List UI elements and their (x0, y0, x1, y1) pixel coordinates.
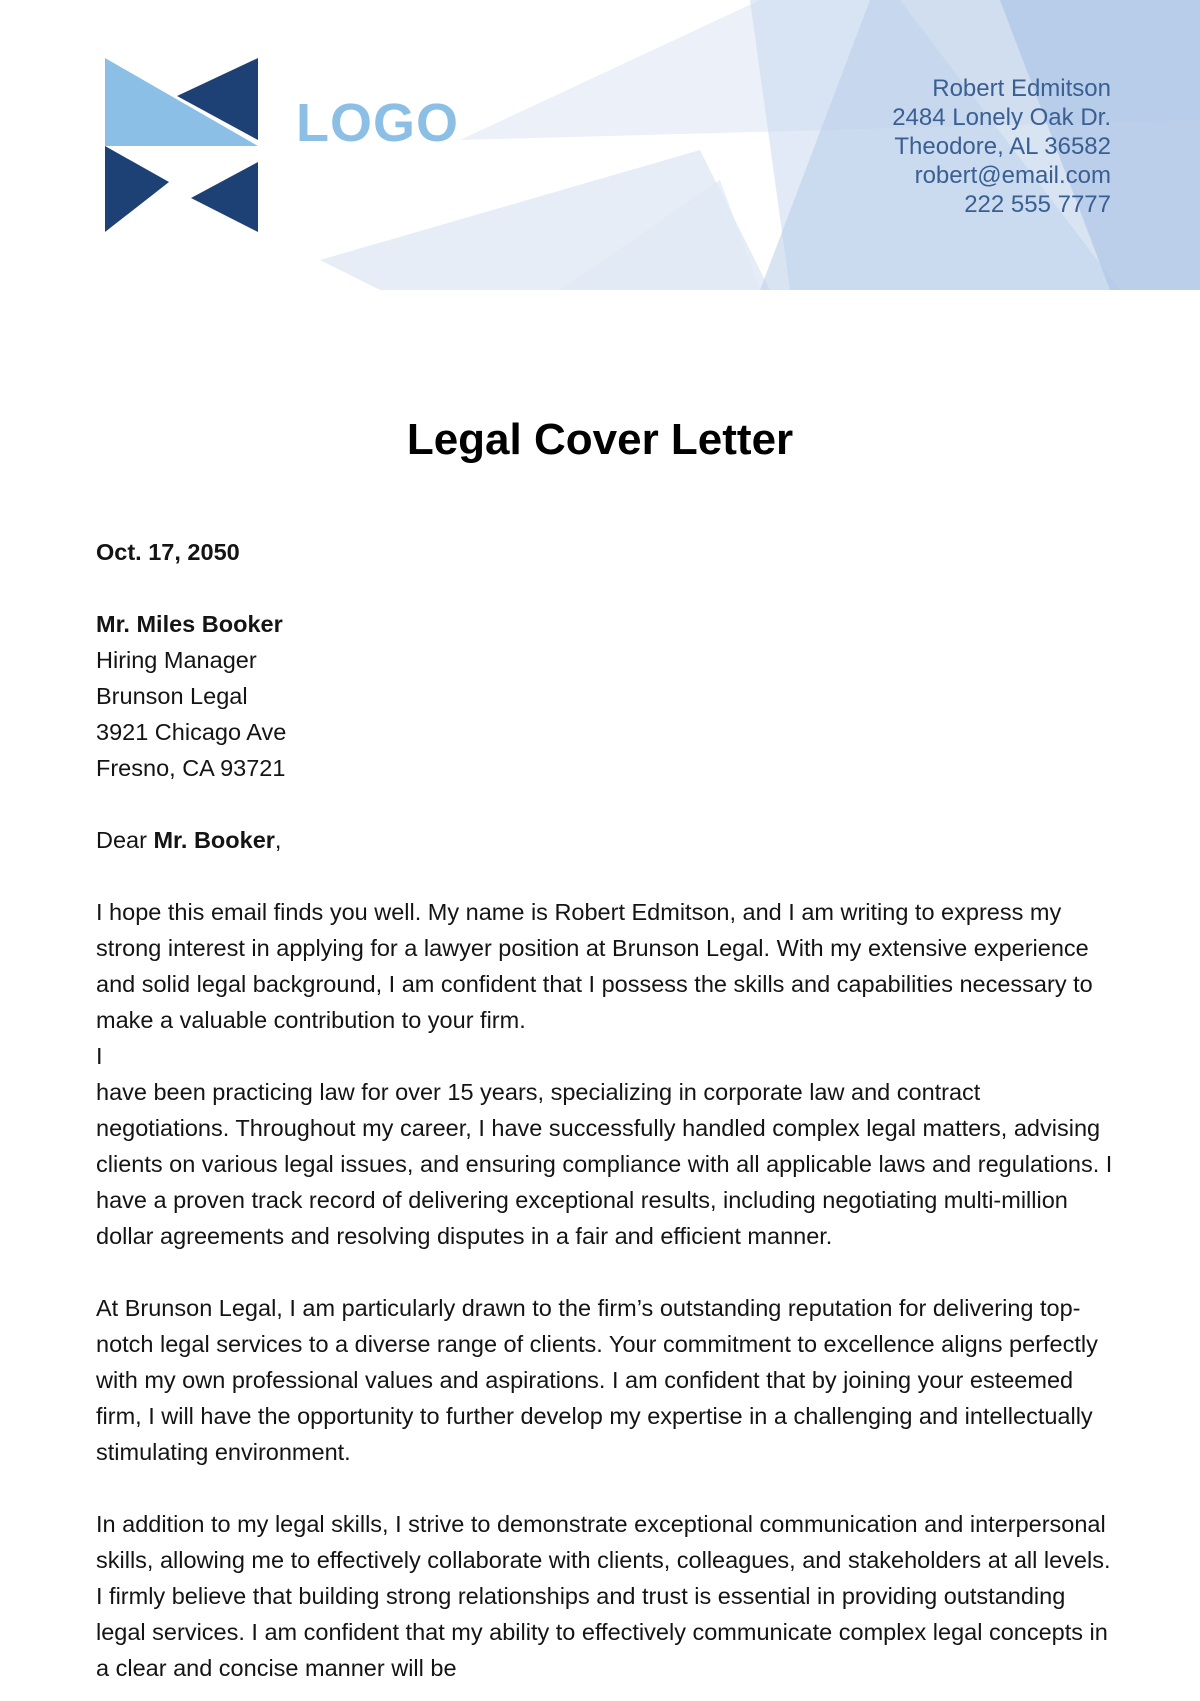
letter-body (96, 534, 1116, 1686)
salutation (96, 822, 1116, 858)
body-paragraph-4: In addition to my legal skills, I strive to demonstrate exceptional communication and interpersonal skills, allowing me to effectively collaborate with clients, colleagues, and stakeholders at all levels. I firmly believe that building strong relationships and trust is essential in providing outstanding legal services. I am confident that my ability to effectively communicate complex legal concepts in a clear and concise manner will be (96, 1511, 1111, 1681)
salutation-prefix: Dear (96, 827, 154, 853)
sender-name: Robert Edmitson (932, 75, 1111, 102)
page-title: Legal Cover Letter (406, 415, 794, 464)
salutation-suffix: , (274, 827, 282, 853)
recipient-role: Hiring Manager (96, 647, 257, 673)
body-paragraph-2: have been practicing law for over 15 years, specializing in corporate law and contract negotiations. Throughout my career, I have successfully handled complex legal matters, advising clients on various legal issues, and ensuring compliance with all applicable laws and regulations. I have a proven track record of delivering exceptional results, including negotiating multi-million dollar agreements and resolving disputes in a fair and efficient manner. (96, 1079, 1113, 1249)
sender-phone: 222 555 7777 (964, 191, 1111, 218)
sender-city: Theodore, AL 36582 (894, 133, 1111, 160)
letter-date: Oct. 17, 2050 (96, 539, 240, 565)
logo-icon (105, 58, 258, 232)
sender-email: robert@email.com (914, 162, 1111, 189)
recipient-name: Mr. Miles Booker (96, 611, 283, 637)
recipient-company: Brunson Legal (96, 683, 248, 709)
recipient-street: 3921 Chicago Ave (96, 719, 287, 745)
salutation-name: Mr. Booker (153, 827, 275, 853)
logo-text: LOGO (296, 93, 459, 153)
body-paragraph-1b: I (96, 1043, 103, 1069)
body-paragraph-1: I hope this email finds you well. My name is Robert Edmitson, and I am writing to express my strong interest in applying for a lawyer position at Brunson Legal. With my extensive experience and solid legal background, I am confident that I possess the skills and capabilities necessary to make a valuable contribution to your firm. (96, 899, 1093, 1033)
sender-street: 2484 Lonely Oak Dr. (892, 104, 1111, 131)
recipient-city: Fresno, CA 93721 (96, 755, 286, 781)
sender-contact-block (892, 74, 1111, 219)
body-paragraph-3: At Brunson Legal, I am particularly drawn to the firm’s outstanding reputation for delivering top-notch legal services to a diverse range of clients. Your commitment to excellence aligns perfectly with my own professional values and aspirations. I am confident that by joining your esteemed firm, I will have the opportunity to further develop my expertise in a challenging and intellectually stimulating environment. (96, 1295, 1098, 1465)
